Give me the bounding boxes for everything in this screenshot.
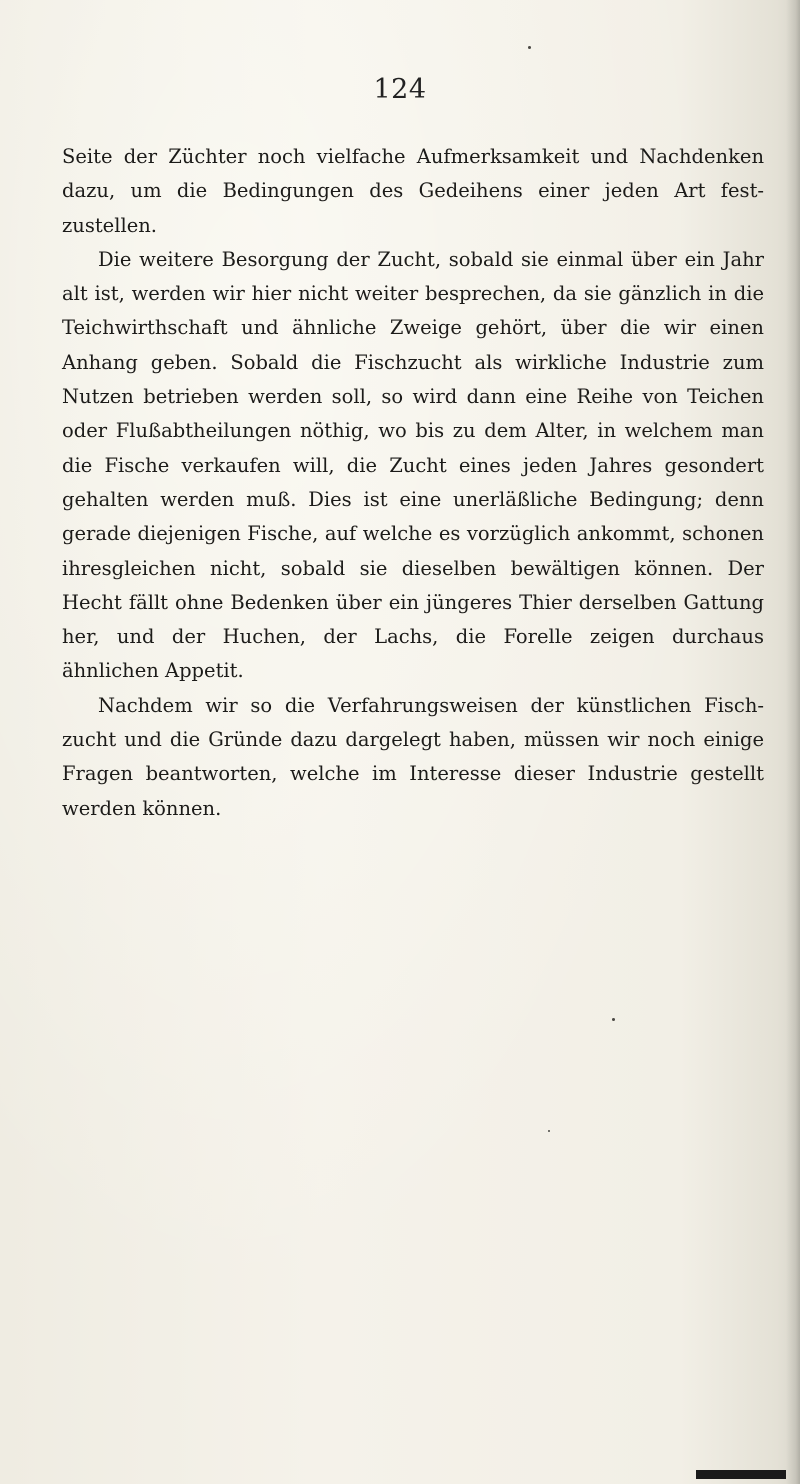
page-number: 124 (373, 74, 427, 105)
scan-edge-mark (696, 1470, 786, 1479)
paper-speck (548, 1130, 550, 1132)
page-edge-shadow (786, 0, 800, 1484)
paragraph-1: Seite der Züchter noch vielfache Aufmerksamkeit und Nachdenken dazu, um die Bedingungen des Gedeihens einer jeden Art fest- zustellen. (62, 145, 764, 237)
paper-speck (528, 46, 531, 49)
body-text (62, 140, 764, 826)
paragraph-2: Die weitere Besorgung der Zucht, sobald sie einmal über ein Jahr alt ist, werden wir hier nicht weiter besprechen, da sie gänzlich in die Teichwirthschaft und ähnliche Zweige gehört, über die wir einen Anhang geben. Sobald die Fischzucht als wirkliche Industrie zum Nutzen betrieben werden soll, so wird dann eine Reihe von Teichen oder Flußabtheilungen nöthig, wo bis zu dem Alter, in welchem man die Fische verkaufen will, die Zucht eines jeden Jahres gesondert gehalten werden muß. Dies ist eine unerläßliche Bedingung; denn gerade diejenigen Fische, auf welche es vorzüglich ankommt, schonen ihresgleichen nicht, sobald sie dieselben bewältigen können. Der Hecht fällt ohne Bedenken über ein jüngeres Thier derselben Gattung her, und der Huchen, der Lachs, die Forelle zeigen durchaus ähnlichen Appetit. (62, 247, 764, 683)
paragraph-3: Nachdem wir so die Verfahrungsweisen der künstlichen Fisch- zucht und die Gründe dazu dargelegt haben, müssen wir noch einige Fragen beantworten, welche im Interesse dieser Industrie gestellt werden können. (62, 693, 764, 820)
paper-speck (612, 1018, 615, 1021)
